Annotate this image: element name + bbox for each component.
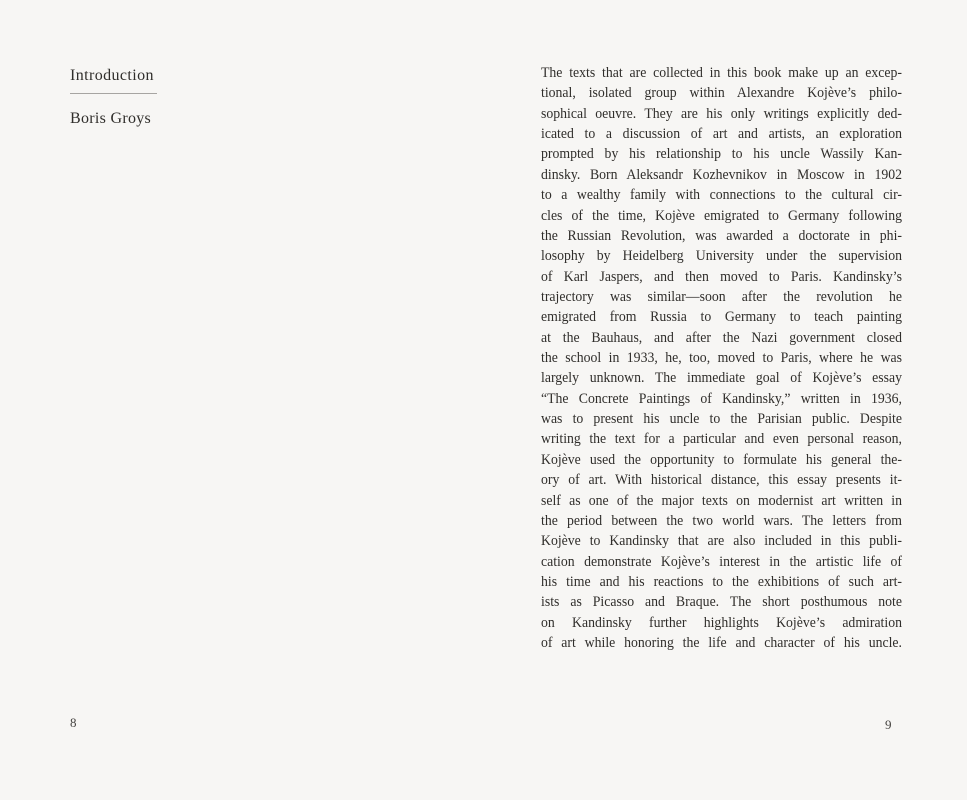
page-number-right: 9: [885, 717, 892, 732]
page-number-left: 8: [70, 715, 77, 730]
body-text-line: the period between the two world wars. The letters from: [541, 512, 902, 529]
author-name: Boris Groys: [70, 110, 152, 127]
chapter-heading-block: [70, 66, 157, 128]
right-page: [483, 0, 967, 800]
body-text-line: writing the text for a particular and even personal reason,: [541, 431, 902, 448]
body-text-line: Kojève used the opportunity to formulate his general the-: [541, 451, 902, 468]
body-text-line: on Kandinsky further highlights Kojève’s admiration: [541, 614, 902, 631]
body-text-line: The texts that are collected in this book make up an excep-: [541, 65, 902, 81]
chapter-title: Introduction: [70, 67, 154, 84]
body-text-line: at the Bauhaus, and after the Nazi government closed: [541, 329, 902, 346]
body-text-column: [541, 63, 902, 653]
body-text-line: emigrated from Russia to Germany to teach painting: [541, 309, 902, 326]
body-text-line: prompted by his relationship to his uncle Wassily Kan-: [541, 146, 902, 163]
body-text-line: self as one of the major texts on modernist art written in: [541, 492, 902, 509]
body-text-line: cation demonstrate Kojève’s interest in the artistic life of: [541, 553, 902, 570]
body-text-line: dinsky. Born Aleksandr Kozhevnikov in Moscow in 1902: [541, 166, 902, 183]
left-page: [0, 0, 483, 800]
body-text-line: trajectory was similar—soon after the revolution he: [541, 288, 902, 305]
body-text-line: sophical oeuvre. They are his only writings explicitly ded-: [541, 105, 902, 122]
body-text-line: ory of art. With historical distance, this essay presents it-: [541, 472, 902, 489]
body-text-line: the Russian Revolution, was awarded a doctorate in phi-: [541, 227, 902, 244]
body-text-line: Kojève to Kandinsky that are also included in this publi-: [541, 533, 902, 550]
body-text-line: to a wealthy family with connections to the cultural cir-: [541, 187, 902, 204]
body-text-line: icated to a discussion of art and artists, an exploration: [541, 126, 902, 143]
body-text-line: losophy by Heidelberg University under the supervision: [541, 248, 902, 265]
body-text-line: of Karl Jaspers, and then moved to Paris. Kandinsky’s: [541, 268, 902, 285]
body-text-line: tional, isolated group within Alexandre Kojève’s philo-: [541, 85, 902, 102]
body-text-line: “The Concrete Paintings of Kandinsky,” written in 1936,: [541, 390, 902, 407]
body-text-line: largely unknown. The immediate goal of Kojève’s essay: [541, 370, 902, 387]
body-text-line: was to present his uncle to the Parisian public. Despite: [541, 411, 902, 428]
body-text-line: of art while honoring the life and character of his uncle.: [541, 635, 902, 652]
body-text-line: ists as Picasso and Braque. The short posthumous note: [541, 594, 902, 611]
title-underline-rule: [70, 93, 157, 94]
body-text-line: the school in 1933, he, too, moved to Paris, where he was: [541, 350, 902, 367]
body-text-line: cles of the time, Kojève emigrated to Germany following: [541, 207, 902, 224]
body-text-line: his time and his reactions to the exhibitions of such art-: [541, 573, 902, 590]
